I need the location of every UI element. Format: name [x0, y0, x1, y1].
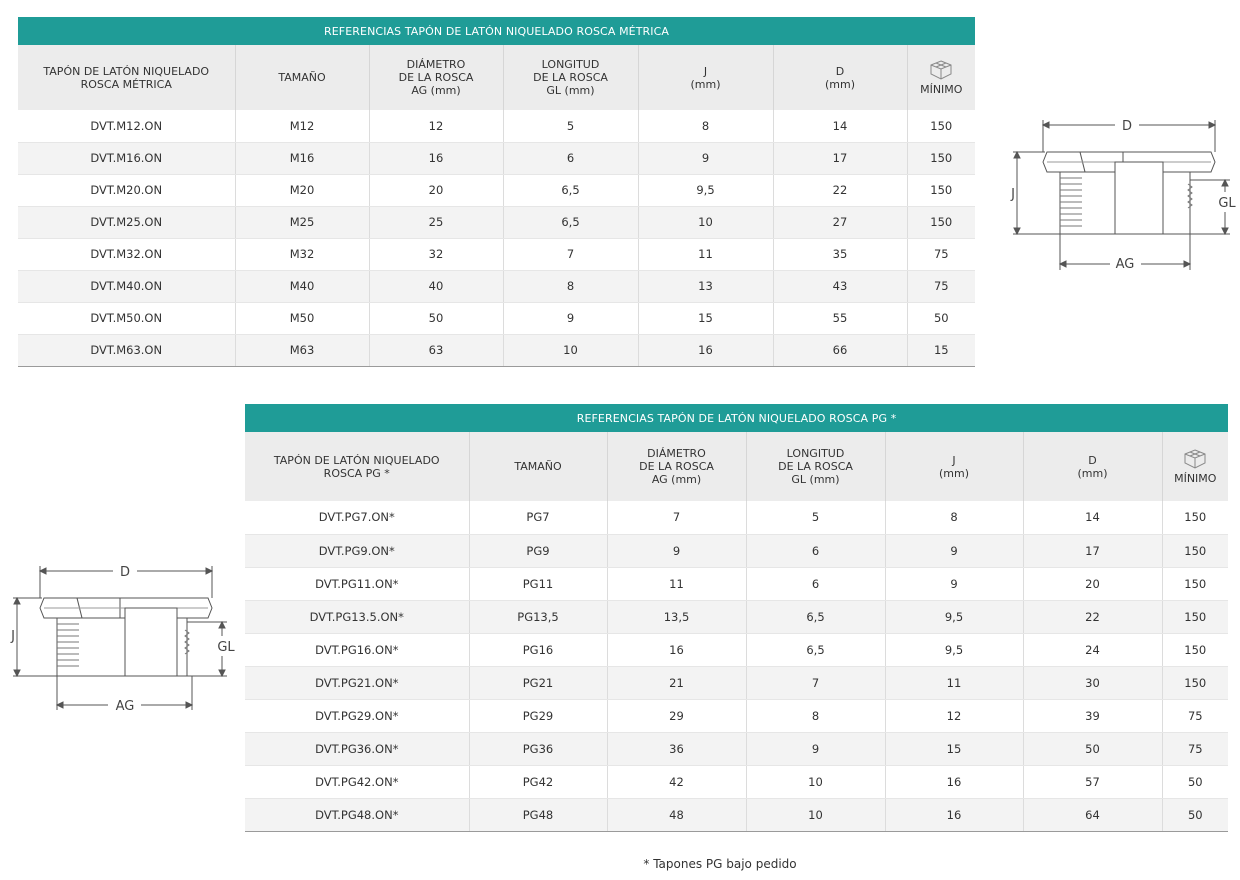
cell-j: 15	[885, 732, 1023, 765]
cell-reference: DVT.PG16.ON*	[245, 633, 469, 666]
table-row	[18, 206, 975, 238]
header-j: J (mm)	[885, 432, 1023, 501]
cell-reference: DVT.M63.ON	[18, 334, 235, 366]
cell-j: 10	[638, 206, 773, 238]
cell-thread-length: 8	[503, 270, 638, 302]
metric-table	[18, 17, 975, 367]
cell-minimum: 75	[907, 238, 975, 270]
label-j: J	[11, 629, 15, 644]
cell-thread-diameter: 32	[369, 238, 503, 270]
label-gl: GL	[1218, 196, 1236, 211]
cell-thread-diameter: 13,5	[607, 600, 746, 633]
cell-d: 43	[773, 270, 907, 302]
cell-thread-diameter: 42	[607, 765, 746, 798]
cell-d: 22	[1023, 600, 1162, 633]
cell-j: 9,5	[885, 633, 1023, 666]
cell-d: 35	[773, 238, 907, 270]
cell-size: PG9	[469, 534, 607, 567]
header-thread-length: LONGITUD DE LA ROSCA GL (mm)	[503, 45, 638, 110]
cell-d: 17	[1023, 534, 1162, 567]
cell-size: PG7	[469, 501, 607, 534]
cell-thread-length: 6,5	[503, 206, 638, 238]
table-row	[18, 110, 975, 142]
cell-j: 8	[638, 110, 773, 142]
cell-thread-diameter: 48	[607, 798, 746, 831]
label-ag: AG	[1115, 257, 1135, 272]
cell-minimum: 15	[907, 334, 975, 366]
cell-reference: DVT.PG29.ON*	[245, 699, 469, 732]
cell-size: M25	[235, 206, 369, 238]
cell-size: PG13,5	[469, 600, 607, 633]
cell-thread-length: 10	[746, 798, 885, 831]
cell-j: 9	[885, 534, 1023, 567]
cell-d: 17	[773, 142, 907, 174]
table-row	[245, 633, 1228, 666]
cell-size: M20	[235, 174, 369, 206]
metric-table-title: REFERENCIAS TAPÓN DE LATÓN NIQUELADO ROSCA MÉTRICA	[18, 17, 975, 45]
cell-thread-length: 6	[746, 534, 885, 567]
cell-d: 66	[773, 334, 907, 366]
cell-minimum: 150	[1162, 567, 1228, 600]
table-row	[245, 798, 1228, 831]
header-thread-diameter: DIÁMETRO DE LA ROSCA AG (mm)	[369, 45, 503, 110]
cell-minimum: 150	[907, 142, 975, 174]
cell-d: 14	[1023, 501, 1162, 534]
cell-size: M16	[235, 142, 369, 174]
cell-reference: DVT.M32.ON	[18, 238, 235, 270]
cell-thread-diameter: 50	[369, 302, 503, 334]
table-row	[18, 142, 975, 174]
cell-j: 16	[885, 798, 1023, 831]
cell-thread-diameter: 7	[607, 501, 746, 534]
table-row	[18, 302, 975, 334]
cell-j: 15	[638, 302, 773, 334]
cell-reference: DVT.M12.ON	[18, 110, 235, 142]
label-j: J	[1011, 187, 1015, 202]
cell-size: PG36	[469, 732, 607, 765]
cell-thread-diameter: 9	[607, 534, 746, 567]
header-minimum: MÍNIMO	[1162, 432, 1228, 501]
pg-table-title: REFERENCIAS TAPÓN DE LATÓN NIQUELADO ROSCA PG *	[245, 404, 1228, 432]
cell-minimum: 75	[1162, 699, 1228, 732]
cell-reference: DVT.PG42.ON*	[245, 765, 469, 798]
cell-reference: DVT.M50.ON	[18, 302, 235, 334]
cell-thread-diameter: 29	[607, 699, 746, 732]
footnote: * Tapones PG bajo pedido	[643, 857, 797, 871]
cell-thread-diameter: 21	[607, 666, 746, 699]
cell-size: PG21	[469, 666, 607, 699]
plug-dimension-diagram	[1005, 112, 1240, 277]
cell-d: 39	[1023, 699, 1162, 732]
cell-size: PG48	[469, 798, 607, 831]
cell-thread-length: 6	[503, 142, 638, 174]
cell-d: 27	[773, 206, 907, 238]
box-icon	[1182, 448, 1208, 470]
cell-reference: DVT.PG9.ON*	[245, 534, 469, 567]
cell-size: M32	[235, 238, 369, 270]
cell-thread-length: 6,5	[503, 174, 638, 206]
table-row	[18, 238, 975, 270]
cell-minimum: 150	[1162, 501, 1228, 534]
cell-d: 57	[1023, 765, 1162, 798]
table-row	[18, 270, 975, 302]
cell-thread-diameter: 25	[369, 206, 503, 238]
header-j: J (mm)	[638, 45, 773, 110]
cell-reference: DVT.M20.ON	[18, 174, 235, 206]
cell-thread-length: 6,5	[746, 633, 885, 666]
cell-j: 16	[638, 334, 773, 366]
table-row	[245, 732, 1228, 765]
cell-reference: DVT.PG7.ON*	[245, 501, 469, 534]
cell-size: M50	[235, 302, 369, 334]
cell-j: 9,5	[638, 174, 773, 206]
cell-j: 9	[885, 567, 1023, 600]
cell-size: PG11	[469, 567, 607, 600]
header-d: D (mm)	[1023, 432, 1162, 501]
cell-thread-length: 9	[503, 302, 638, 334]
cell-thread-length: 5	[746, 501, 885, 534]
cell-minimum: 150	[907, 206, 975, 238]
cell-j: 8	[885, 501, 1023, 534]
cell-d: 24	[1023, 633, 1162, 666]
cell-thread-length: 10	[503, 334, 638, 366]
cell-d: 55	[773, 302, 907, 334]
cell-reference: DVT.M16.ON	[18, 142, 235, 174]
pg-table	[245, 404, 1228, 832]
label-d: D	[119, 565, 131, 580]
cell-minimum: 150	[1162, 666, 1228, 699]
cell-j: 16	[885, 765, 1023, 798]
cell-size: M63	[235, 334, 369, 366]
cell-thread-diameter: 11	[607, 567, 746, 600]
cell-thread-length: 6,5	[746, 600, 885, 633]
header-minimum: MÍNIMO	[907, 45, 975, 110]
table-row	[18, 174, 975, 206]
cell-minimum: 50	[1162, 765, 1228, 798]
cell-reference: DVT.M40.ON	[18, 270, 235, 302]
cell-reference: DVT.PG11.ON*	[245, 567, 469, 600]
cell-reference: DVT.PG48.ON*	[245, 798, 469, 831]
table-row	[245, 600, 1228, 633]
cell-reference: DVT.M25.ON	[18, 206, 235, 238]
header-reference: TAPÓN DE LATÓN NIQUELADO ROSCA MÉTRICA	[18, 45, 235, 110]
cell-minimum: 150	[907, 174, 975, 206]
cell-j: 12	[885, 699, 1023, 732]
table-row	[18, 334, 975, 366]
cell-size: PG29	[469, 699, 607, 732]
table-row	[245, 765, 1228, 798]
table-row	[245, 699, 1228, 732]
cell-minimum: 150	[1162, 534, 1228, 567]
cell-j: 9,5	[885, 600, 1023, 633]
cell-minimum: 150	[1162, 633, 1228, 666]
cell-size: PG42	[469, 765, 607, 798]
cell-minimum: 75	[1162, 732, 1228, 765]
cell-minimum: 50	[907, 302, 975, 334]
cell-minimum: 50	[1162, 798, 1228, 831]
header-d: D (mm)	[773, 45, 907, 110]
table-row	[245, 666, 1228, 699]
cell-thread-length: 9	[746, 732, 885, 765]
cell-d: 14	[773, 110, 907, 142]
cell-thread-length: 7	[746, 666, 885, 699]
cell-reference: DVT.PG21.ON*	[245, 666, 469, 699]
cell-thread-diameter: 36	[607, 732, 746, 765]
cell-size: M12	[235, 110, 369, 142]
cell-d: 30	[1023, 666, 1162, 699]
header-size: TAMAÑO	[469, 432, 607, 501]
header-thread-length: LONGITUD DE LA ROSCA GL (mm)	[746, 432, 885, 501]
cell-reference: DVT.PG36.ON*	[245, 732, 469, 765]
cell-thread-diameter: 40	[369, 270, 503, 302]
cell-size: M40	[235, 270, 369, 302]
cell-size: PG16	[469, 633, 607, 666]
cell-thread-length: 10	[746, 765, 885, 798]
label-d: D	[1121, 119, 1133, 134]
cell-j: 11	[885, 666, 1023, 699]
header-size: TAMAÑO	[235, 45, 369, 110]
cell-thread-length: 6	[746, 567, 885, 600]
cell-d: 64	[1023, 798, 1162, 831]
plug-dimension-diagram	[5, 558, 240, 723]
cell-thread-diameter: 16	[607, 633, 746, 666]
cell-d: 20	[1023, 567, 1162, 600]
box-icon	[928, 59, 954, 81]
cell-reference: DVT.PG13.5.ON*	[245, 600, 469, 633]
header-thread-diameter: DIÁMETRO DE LA ROSCA AG (mm)	[607, 432, 746, 501]
cell-minimum: 150	[1162, 600, 1228, 633]
table-row	[245, 534, 1228, 567]
cell-thread-length: 5	[503, 110, 638, 142]
cell-thread-diameter: 63	[369, 334, 503, 366]
table-row	[245, 501, 1228, 534]
cell-minimum: 150	[907, 110, 975, 142]
cell-j: 9	[638, 142, 773, 174]
cell-d: 22	[773, 174, 907, 206]
cell-thread-diameter: 20	[369, 174, 503, 206]
header-reference: TAPÓN DE LATÓN NIQUELADO ROSCA PG *	[245, 432, 469, 501]
cell-minimum: 75	[907, 270, 975, 302]
cell-d: 50	[1023, 732, 1162, 765]
cell-thread-diameter: 12	[369, 110, 503, 142]
cell-thread-length: 7	[503, 238, 638, 270]
table-row	[245, 567, 1228, 600]
label-ag: AG	[115, 699, 135, 714]
cell-j: 11	[638, 238, 773, 270]
cell-j: 13	[638, 270, 773, 302]
cell-thread-length: 8	[746, 699, 885, 732]
cell-thread-diameter: 16	[369, 142, 503, 174]
label-gl: GL	[217, 640, 235, 655]
